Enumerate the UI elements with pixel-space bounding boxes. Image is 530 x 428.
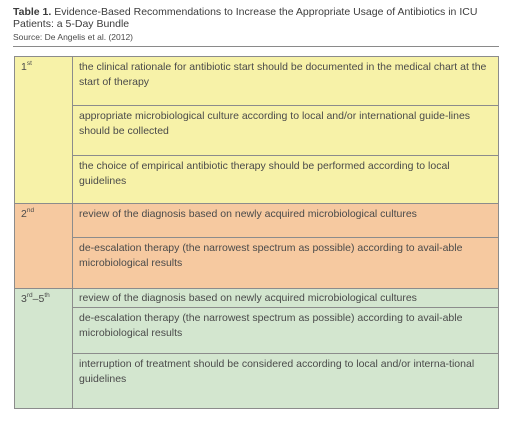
table-row [15, 156, 499, 204]
table-row [15, 289, 499, 308]
table-caption [13, 6, 513, 30]
recommendation-cell: review of the diagnosis based on newly acquired microbiological cultures [73, 204, 499, 238]
recommendation-cell: review of the diagnosis based on newly acquired microbiological cultures [73, 289, 499, 308]
recommendation-cell: the clinical rationale for antibiotic start should be documented in the medical chart at the start of therapy [73, 57, 499, 106]
day-suffix: rd [26, 291, 33, 299]
day-suffix: nd [26, 206, 35, 214]
table-source: Source: De Angelis et al. (2012) [13, 32, 134, 42]
table-label: Table 1. [13, 6, 52, 18]
recommendation-cell: de-escalation therapy (the narrowest spectrum as possible) according to avail-able microbiological results [73, 238, 499, 289]
day-number: 1 [21, 61, 27, 73]
recommendation-cell: interruption of treatment should be considered according to local and/or interna-tional guidelines [73, 354, 499, 409]
day-cell [15, 57, 73, 204]
day-cell [15, 204, 73, 289]
day-suffix: st [26, 59, 32, 67]
recommendations-table [14, 56, 499, 409]
table-row [15, 204, 499, 238]
table-title: Evidence-Based Recommendations to Increase the Appropriate Usage of Antibiotics in ICU Patients: a 5-Day Bundle [13, 6, 478, 30]
recommendation-cell: the choice of empirical antibiotic therapy should be performed according to local guidelines [73, 156, 499, 204]
recommendation-cell: appropriate microbiological culture according to local and/or international guide-lines should be collected [73, 106, 499, 156]
table-row [15, 57, 499, 106]
day-cell [15, 289, 73, 409]
table-row [15, 106, 499, 156]
table-row [15, 354, 499, 409]
recommendation-cell: de-escalation therapy (the narrowest spectrum as possible) according to avail-able microbiological results [73, 308, 499, 354]
day-range-suffix: th [44, 291, 50, 299]
day-number: 2 [21, 208, 27, 220]
day-number: 3 [21, 293, 27, 305]
table-row [15, 308, 499, 354]
caption-divider [13, 46, 499, 47]
day-range-end: –5 [32, 293, 45, 305]
table-row [15, 238, 499, 289]
